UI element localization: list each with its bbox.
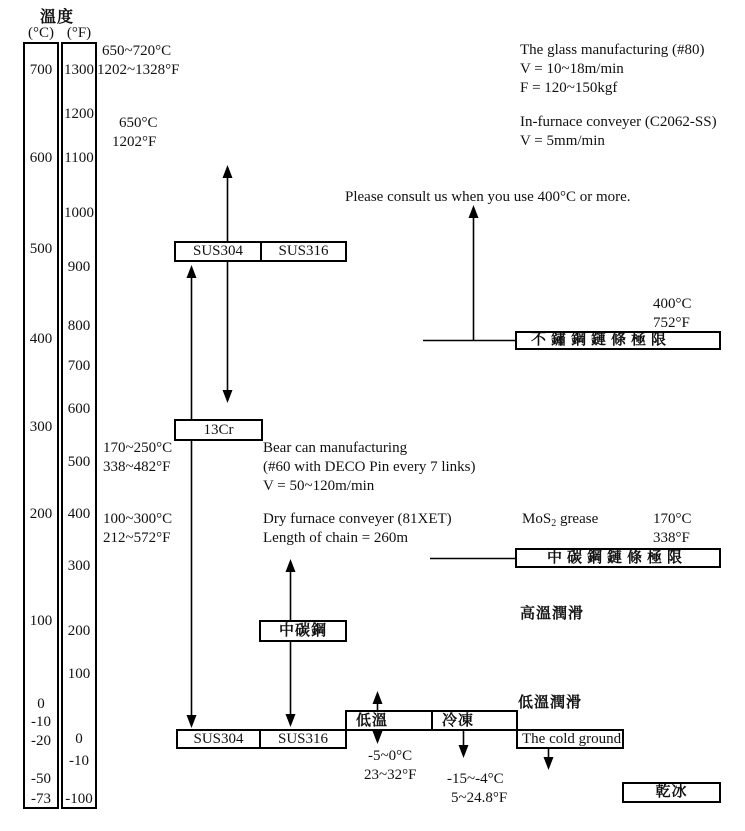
scale-tick-celsius: 700: [29, 62, 53, 78]
box-cold-ground: [516, 729, 624, 749]
scale-tick-fahrenheit: 700: [67, 358, 91, 374]
sus-top-range-arrow: [223, 165, 233, 403]
box-sus304-bottom: [176, 729, 261, 749]
bear-can-speed: V = 50~120m/min: [263, 478, 375, 494]
dry-ice-label: 乾冰: [655, 784, 688, 800]
label-range-170-250c: 170~250°C: [103, 440, 173, 456]
note-bear-can: [263, 439, 475, 496]
note-glass-manufacturing: [520, 41, 705, 98]
mos2-prefix: MoS: [522, 511, 552, 527]
label-range-170-250f: 338~482°F: [103, 459, 171, 475]
dry-furnace-title: Dry furnace conveyer (81XET): [263, 511, 452, 527]
carbon-chain-limit-label: 中碳鋼鏈條極限: [547, 550, 688, 566]
carbon-steel-label: 中碳鋼: [278, 623, 327, 639]
label-range-650-720c: 650~720°C: [102, 43, 172, 59]
box-sus316-bottom: [259, 729, 347, 749]
box-stainless-chain-limit: [515, 331, 721, 350]
scale-tick-fahrenheit: 1300: [64, 62, 94, 78]
stainless-chain-limit-label: 不鏽鋼鏈條極限: [531, 332, 672, 348]
scale-tick-fahrenheit: 600: [67, 401, 91, 417]
scale-tick-fahrenheit: 800: [67, 318, 91, 334]
note-dry-furnace: [263, 510, 452, 548]
dry-furnace-detail: Length of chain = 260m: [263, 530, 409, 546]
note-infurnace-conveyer: [520, 113, 717, 151]
label-range-100-300c: 100~300°C: [103, 511, 173, 527]
mos2-suffix: grease: [556, 511, 599, 527]
cold-ground-arrow: [544, 748, 554, 770]
low-temp-label: 低溫: [356, 713, 389, 729]
scale-tick-fahrenheit: 900: [67, 259, 91, 275]
label-low-temp-lubrication: 低溫潤滑: [518, 695, 583, 711]
label-170c: 170°C: [653, 511, 692, 527]
infurnace-title: In-furnace conveyer (C2062-SS): [520, 114, 717, 130]
glass-speed: V = 10~18m/min: [520, 61, 624, 77]
label-400c: 400°C: [653, 296, 692, 312]
label-650f: 1202°F: [112, 134, 157, 150]
box-sus304-top: [174, 241, 262, 262]
infurnace-speed: V = 5mm/min: [520, 133, 605, 149]
scale-tick-fahrenheit: -10: [69, 753, 89, 769]
scale-unit-fahrenheit: (°F): [66, 25, 92, 41]
scale-tick-fahrenheit: 0: [75, 731, 83, 747]
scale-tick-celsius: 0: [37, 696, 45, 712]
bear-can-title: Bear can manufacturing: [263, 440, 408, 456]
scale-tick-fahrenheit: 100: [67, 666, 91, 682]
sus-full-range-arrow: [187, 265, 197, 728]
scale-tick-celsius: 600: [29, 150, 53, 166]
label-range-m15-m4f: 5~24.8°F: [451, 790, 508, 806]
scale-tick-celsius: 500: [29, 241, 53, 257]
scale-tick-celsius: -20: [31, 733, 51, 749]
box-sus316-top: [260, 241, 347, 262]
scale-tick-celsius: -73: [31, 791, 51, 807]
box-carbon-steel: [259, 620, 347, 642]
bear-can-detail: (#60 with DECO Pin every 7 links): [263, 459, 476, 475]
13cr-label: 13Cr: [203, 422, 234, 438]
box-13cr: [174, 419, 263, 441]
sus304-top-label: SUS304: [192, 243, 244, 259]
scale-unit-celsius: (°C): [28, 25, 54, 41]
box-dry-ice: [622, 782, 721, 803]
label-range-m5-0f: 23~32°F: [364, 767, 417, 783]
sus316-top-label: SUS316: [278, 243, 329, 259]
scale-tick-celsius: 200: [29, 506, 53, 522]
carbon-steel-range-arrow: [286, 559, 296, 727]
label-range-100-300f: 212~572°F: [103, 530, 171, 546]
label-range-m15-m4c: -15~-4°C: [447, 771, 504, 787]
sus316-bottom-label: SUS316: [277, 731, 329, 747]
cold-ground-label: The cold ground: [522, 731, 622, 747]
note-consult-400c: Please consult us when you use 400°C or more.: [345, 189, 631, 205]
sus304-bottom-label: SUS304: [193, 731, 244, 747]
label-mos2-grease: [522, 510, 598, 533]
box-frozen: [431, 710, 518, 731]
glass-title: The glass manufacturing (#80): [520, 42, 705, 58]
box-low-temp: [345, 710, 433, 731]
mos2-subscript: 2: [551, 518, 557, 529]
label-650c: 650°C: [119, 115, 158, 131]
label-range-650-720f: 1202~1328°F: [97, 62, 180, 78]
glass-force: F = 120~150kgf: [520, 80, 618, 96]
scale-tick-celsius: 100: [29, 613, 53, 629]
scale-tick-fahrenheit: 300: [67, 558, 91, 574]
label-752f: 752°F: [653, 315, 690, 331]
scale-tick-celsius: -10: [31, 714, 51, 730]
label-range-m5-0c: -5~0°C: [368, 748, 413, 764]
scale-tick-fahrenheit: 400: [67, 506, 91, 522]
consult-400c-arrow: [469, 205, 479, 340]
scale-tick-fahrenheit: 1200: [64, 106, 94, 122]
label-high-temp-lubrication: 高溫潤滑: [520, 606, 585, 622]
box-carbon-chain-limit: [515, 548, 721, 568]
scale-tick-fahrenheit: 1100: [64, 150, 94, 166]
frozen-label: 冷凍: [442, 713, 475, 729]
scale-tick-fahrenheit: 1000: [64, 205, 94, 221]
scale-tick-fahrenheit: -100: [65, 791, 93, 807]
label-338f: 338°F: [653, 530, 690, 546]
scale-title: 溫度: [40, 9, 75, 26]
frozen-range-arrow: [459, 730, 469, 758]
scale-tick-fahrenheit: 200: [67, 623, 91, 639]
scale-tick-fahrenheit: 500: [67, 454, 91, 470]
scale-tick-celsius: 400: [29, 331, 53, 347]
scale-tick-celsius: 300: [29, 419, 53, 435]
scale-tick-celsius: -50: [31, 771, 51, 787]
